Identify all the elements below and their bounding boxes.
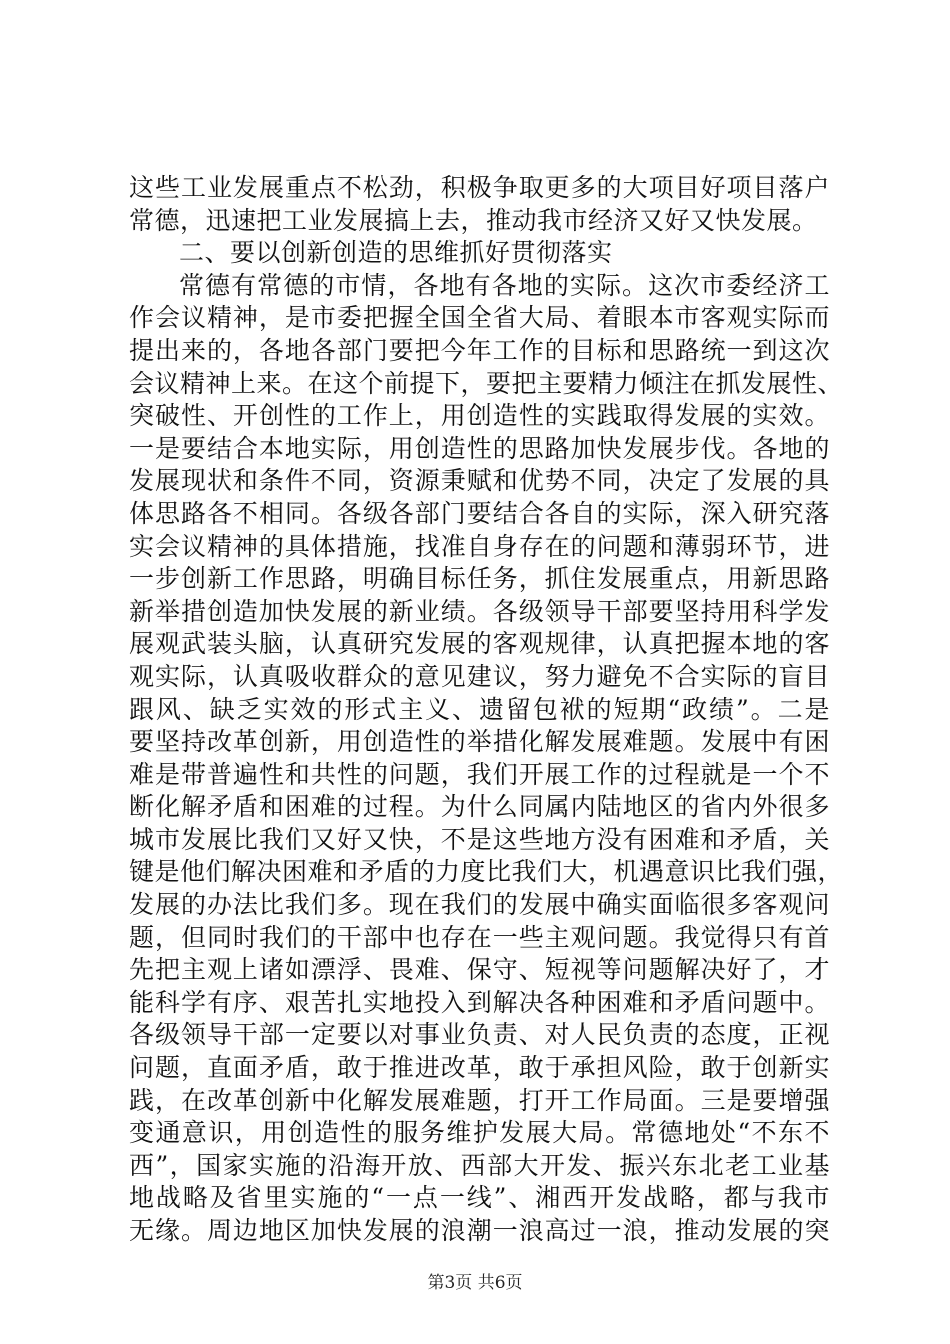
text-line: 无缘。周边地区加快发展的浪潮一浪高过一浪，推动发展的突: [129, 1216, 830, 1245]
page-number-footer: 第3页 共6页: [427, 1273, 523, 1293]
text-line: 地战略及省里实施的“一点一线”、湘西开发战略，都与我市: [129, 1183, 830, 1213]
text-line: 发展的办法比我们多。现在我们的发展中确实面临很多客观问: [129, 890, 830, 920]
text-line: 二、要以创新创造的思维抓好贯彻落实: [179, 238, 613, 268]
text-line: 新举措创造加快发展的新业绩。各级领导干部要坚持用科学发: [129, 596, 830, 626]
text-line: 键是他们解决困难和矛盾的力度比我们大，机遇意识比我们强，: [129, 857, 844, 887]
text-line: 常德有常德的市情，各地有各地的实际。这次市委经济工: [179, 270, 830, 300]
text-line: 突破性、开创性的工作上，用创造性的实践取得发展的实效。: [129, 401, 830, 431]
text-line: 实会议精神的具体措施，找准自身存在的问题和薄弱环节，进: [129, 531, 830, 561]
text-line: 难是带普遍性和共性的问题，我们开展工作的过程就是一个不: [129, 759, 830, 789]
text-line: 发展现状和条件不同，资源秉赋和优势不同，决定了发展的具: [129, 466, 830, 496]
text-line: 城市发展比我们又好又快，不是这些地方没有困难和矛盾，关: [129, 824, 830, 854]
text-line: 会议精神上来。在这个前提下，要把主要精力倾注在抓发展性、: [129, 368, 844, 398]
text-line: 一步创新工作思路，明确目标任务，抓住发展重点，用新思路: [129, 564, 830, 594]
text-line: 跟风、缺乏实效的形式主义、遗留包袱的短期“政绩”。二是: [129, 694, 830, 724]
text-line: 断化解矛盾和困难的过程。为什么同属内陆地区的省内外很多: [129, 792, 830, 822]
text-line: 能科学有序、艰苦扎实地投入到解决各种困难和矛盾问题中。: [129, 987, 830, 1017]
document-body: [129, 172, 844, 1248]
text-line: 问题，直面矛盾，敢于推进改革，敢于承担风险，敢于创新实: [129, 1053, 830, 1083]
text-line: 提出来的，各地各部门要把今年工作的目标和思路统一到这次: [129, 335, 830, 365]
text-line: 展观武装头脑，认真研究发展的客观规律，认真把握本地的客: [129, 629, 830, 659]
text-line: 观实际，认真吸收群众的意见建议，努力避免不合实际的盲目: [129, 661, 830, 691]
text-line: 一是要结合本地实际，用创造性的思路加快发展步伐。各地的: [129, 433, 830, 463]
text-line: 这些工业发展重点不松劲，积极争取更多的大项目好项目落户: [129, 173, 830, 202]
text-line: 题，但同时我们的干部中也存在一些主观问题。我觉得只有首: [129, 922, 830, 952]
text-line: 作会议精神，是市委把握全国全省大局、着眼本市客观实际而: [129, 303, 830, 333]
text-line: 先把主观上诸如漂浮、畏难、保守、短视等问题解决好了，才: [129, 955, 830, 985]
text-line: 践，在改革创新中化解发展难题，打开工作局面。三是要增强: [129, 1085, 830, 1115]
text-line: 常德，迅速把工业发展搞上去，推动我市经济又好又快发展。: [129, 205, 818, 235]
text-line: 变通意识，用创造性的服务维护发展大局。常德地处“不东不: [129, 1118, 830, 1148]
text-line: 西”，国家实施的沿海开放、西部大开发、振兴东北老工业基: [129, 1150, 830, 1180]
text-line: 体思路各不相同。各级各部门要结合各自的实际，深入研究落: [129, 498, 830, 528]
text-line: 各级领导干部一定要以对事业负责、对人民负责的态度，正视: [129, 1020, 830, 1050]
text-line: 要坚持改革创新，用创造性的举措化解发展难题。发展中有困: [129, 727, 830, 757]
